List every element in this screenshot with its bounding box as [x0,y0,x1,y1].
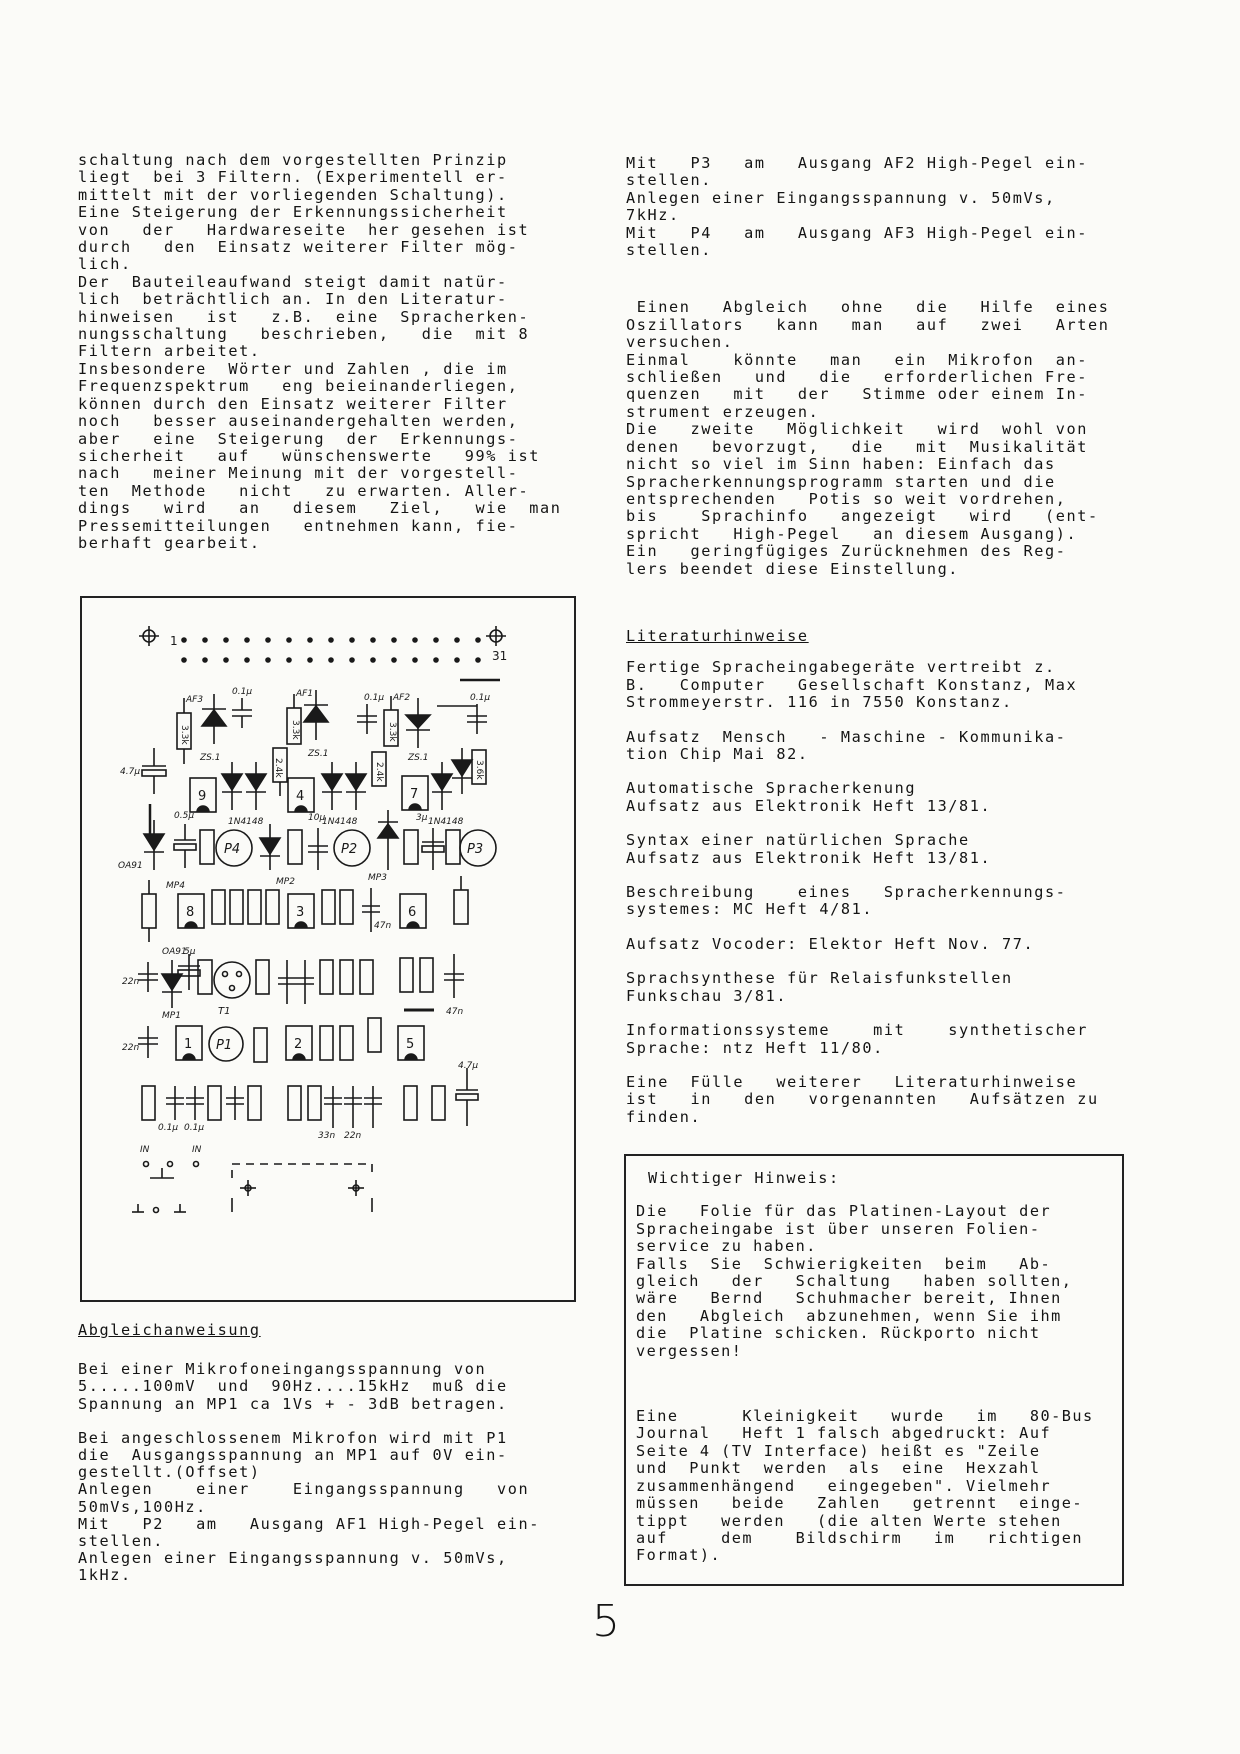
cap-label: 22n [122,1043,140,1053]
ic-number: 4 [296,789,305,804]
text-line: nicht so viel im Sinn haben: Einfach das [626,455,1056,474]
literature-references [626,628,1136,1143]
resistor-label: 3.3k [290,720,300,740]
resistor [288,1086,301,1120]
resistor [404,1086,417,1120]
connector-pin [202,657,208,663]
capacitor [138,962,158,992]
text-line: aber eine Steigerung der Erkennungs- [78,429,519,448]
text-line: Der Bauteileaufwand steigt damit natür- [78,272,508,291]
diode [322,762,342,810]
notice-paragraph: Eine Kleinigkeit wurde im 80-Bus Journal Heft 1 falsch abgedruckt: Auf Seite 4 (TV Interface) heißt es "Zeile und Punkt werden als eine Hexzahl zusammenhängend eingegeben". Vielmehr müssen beide Zahlen getrennt einge- tippt werden (die alten Werte stehen auf dem Bildschirm im richtigen Format). [636,1407,1094,1565]
text-line: berhaft gearbeit. [78,533,261,552]
text-line: spricht High-Pegel an diesem Ausgang). [626,524,1078,543]
cap-label: 0.1µ [232,687,253,697]
zener-label: ZS.1 [408,753,429,763]
pcb-drawing [82,598,574,1300]
text-line: nungsschaltung beschrieben, die mit 8 [78,325,530,344]
text-line: Frequenzspektrum eng beieinanderliegen, [78,377,519,396]
resistor [248,890,261,924]
resistor [368,1018,381,1052]
text-line: schließen und die erforderlichen Fre- [626,368,1088,387]
text-line: Ein geringfügiges Zurücknehmen des Reg- [626,542,1067,561]
reference-entry: Automatische Spracherkenung Aufsatz aus Elektronik Heft 13/81. [626,779,992,815]
paragraph: Bei einer Mikrofoneingangsspannung von 5.....100mV und 90Hz....15kHz muß die Spannung an MP1 ca 1Vs + - 3dB betragen. [78,1360,508,1413]
text-line: hinweisen ist z.B. eine Spracherken- [78,307,530,326]
input-label: IN [140,1145,150,1155]
resistor [142,1086,155,1120]
connector-pin [328,637,334,643]
connector-pin [391,657,397,663]
cap-label: 3µ [416,813,428,823]
text-line: denen bevorzugt, die mit Musikalität [626,437,1088,456]
resistor [446,830,460,864]
connector-pin [265,637,271,643]
resistor [288,830,302,864]
connector-pin [202,637,208,643]
connector-pin [475,657,481,663]
text-line: quenzen mit der Stimme oder einem In- [626,385,1088,404]
ic-number: 5 [406,1037,415,1052]
measure-point-label: MP4 [166,881,185,891]
cap-label: 0.1µ [184,1123,205,1133]
transistor-label: T1 [218,1006,231,1017]
measure-point-label: MP3 [368,873,387,883]
diode-label: 1N4148 [428,817,464,827]
ic-number: 3 [296,905,305,920]
text-line: stellen. [626,241,712,260]
electrolytic-capacitor [422,828,444,870]
text-line: bis Sprachinfo angezeigt wird (ent- [626,507,1099,526]
text-line: lich beträchtlich an. In den Literatur- [78,290,508,309]
text-line: dings wird an diesem Ziel, wie man [78,499,562,518]
text-line: versuchen. [626,333,734,352]
text-line: entsprechenden Potis so weit vordrehen, [626,489,1067,508]
alternative-calibration [626,299,1136,578]
text-line: Pressemitteilungen entnehmen kann, fie- [78,516,519,535]
text-line: Einmal könnte man ein Mikrofon an- [626,350,1088,369]
capacitor [467,704,487,734]
resistor [322,890,335,924]
text-line: Einen Abgleich ohne die Hilfe eines [626,298,1110,317]
text-line: durch den Einsatz weiterer Filter mög- [78,238,519,257]
connector-pin [265,657,271,663]
connector-pin [307,637,313,643]
paragraph: Bei angeschlossenem Mikrofon wird mit P1 die Ausgangsspannung an MP1 auf 0V ein- gestellt.(Offset) Anlegen einer Eingangsspannung von 50mVs,100Hz. Mit P2 am Ausgang AF1 High-Pegel ein- stellen. Anlegen einer Eingangsspannung v. 50mVs, 1kHz. [78,1428,540,1585]
section-heading: Literaturhinweise [626,627,809,645]
reference-entry: Informationssysteme mit synthetischer Sprache: ntz Heft 11/80. [626,1021,1088,1057]
germanium-diode [378,810,398,870]
text-line: stellen. [626,171,712,190]
capacitor [344,1086,362,1128]
pot-label: P4 [224,842,241,857]
notice-title: Wichtiger Hinweis: [648,1169,840,1187]
connector-pin [223,657,229,663]
text-line: Filtern arbeitet. [78,342,261,361]
ic-number: 7 [410,787,419,802]
resistor-label: 2.4k [374,762,384,782]
cap-label: 0.1µ [364,693,385,703]
resistor [400,958,413,992]
cap-label: 10µ [308,813,326,823]
connector-pin [181,657,187,663]
resistor [200,830,214,864]
cap-label: 47n [374,921,392,931]
resistor [230,890,243,924]
measure-point-label: MP1 [162,1011,181,1021]
connector-pin [475,637,481,643]
transistor [214,962,250,998]
connector-pin [349,637,355,643]
connector-pin [370,637,376,643]
zener-label: ZS.1 [200,753,221,763]
connector-pin [412,637,418,643]
capacitor [186,1086,204,1120]
reference-entry: Eine Fülle weiterer Literaturhinweise ist in den vorgenannten Aufsätzen zu finden. [626,1072,1099,1126]
text-line: mittelt mit der vorliegenden Schaltung). [78,185,508,204]
text-line: Insbesondere Wörter und Zahlen , die im [78,359,508,378]
text-line: liegt bei 3 Filtern. (Experimentell er- [78,168,508,187]
resistor [320,1026,333,1060]
resistor-label: 3.6k [474,760,484,780]
mounting-hole [486,626,506,646]
electrolytic-capacitor [456,1068,478,1126]
pot-label: P1 [216,1038,233,1053]
connector-pin [349,657,355,663]
cap-label: 4.7µ [458,1061,479,1071]
text-line: noch besser auseinandergehalten werden, [78,412,519,431]
resistor-label: 3.3k [387,722,397,742]
cap-label: 0.1µ [158,1123,179,1133]
connector-pin [433,637,439,643]
connector-pin [286,657,292,663]
capacitor [357,704,377,734]
diode [346,762,366,810]
ic-number: 2 [294,1037,303,1052]
resistor [454,876,468,924]
capacitor [166,1086,184,1120]
reference-entry: Fertige Spracheingabegeräte vertreibt z. B. Computer Gesellschaft Konstanz, Max Strommeyerstr. 116 in 7550 Konstanz. [626,658,1078,712]
text-line: von der Hardwareseite her gesehen ist [78,220,530,239]
resistor [340,890,353,924]
text-line: Mit P4 am Ausgang AF3 High-Pegel ein- [626,223,1088,242]
cap-label: 4.7µ [120,767,141,777]
text-line: Die zweite Möglichkeit wird wohl von [626,420,1088,439]
germanium-diode [144,820,164,870]
text-line: ten Methode nicht zu erwarten. Aller- [78,481,530,500]
ic-number: 8 [186,905,195,920]
text-line: 7kHz. [626,206,680,225]
reference-entry: Syntax einer natürlichen Sprache Aufsatz aus Elektronik Heft 13/81. [626,831,992,867]
germanium-diode [260,824,280,870]
germanium-label: OA91 [162,947,187,957]
electrolytic-capacitor [142,748,166,794]
diode [246,762,266,810]
important-notice-box [624,1154,1124,1586]
germanium-diode [162,960,182,1008]
cap-label: 5µ [184,947,196,957]
mounting-hole [240,1180,256,1196]
reference-entry: Sprachsynthese für Relaisfunkstellen Funkschau 3/81. [626,969,1013,1005]
diode [432,762,452,810]
cap-label: 33n [318,1131,336,1141]
capacitor [308,828,328,870]
resistor [340,1026,353,1060]
capacitor [324,1086,342,1128]
cap-label: 0.1µ [470,693,491,703]
connector-pin [412,657,418,663]
resistor [212,890,225,924]
resistor [360,960,373,994]
connector-pin [244,657,250,663]
ic-number: 1 [184,1037,193,1052]
resistor [432,1086,445,1120]
zener-diode [406,698,430,748]
resistor [320,960,333,994]
ic-number: 9 [198,789,207,804]
text-line: können durch den Einsatz weiterer Filter [78,394,508,413]
capacitor [364,1086,382,1128]
pin-label-first: 1 [170,634,178,648]
text-line: schaltung nach dem vorgestellten Prinzip [78,151,508,169]
output-label: AF2 [393,693,411,703]
diode-label: 1N4148 [228,817,264,827]
text-line: strument erzeugen. [626,402,820,421]
resistor [266,890,279,924]
diode [452,748,472,794]
mounting-hole [139,626,159,646]
resistor [142,880,156,942]
resistor [420,958,433,992]
electrolytic-capacitor [174,824,196,868]
resistor [404,830,418,864]
connector-pin [244,637,250,643]
connector-pin [370,657,376,663]
output-label: AF1 [296,689,314,699]
text-line: Mit P3 am Ausgang AF2 High-Pegel ein- [626,154,1088,172]
electrolytic-capacitor [178,954,200,990]
connector-pin [328,657,334,663]
zener-diode [202,694,226,744]
connector-pin [286,637,292,643]
pcb-layout-figure [80,596,576,1302]
resistor [208,1086,221,1120]
resistor-label: 3.3k [179,725,189,745]
capacitor [278,960,296,1004]
reference-entry: Beschreibung eines Spracherkennungs- systemes: MC Heft 4/81. [626,883,1067,919]
zener-label: ZS.1 [308,749,329,759]
connector-pin [433,657,439,663]
resistor [198,960,212,994]
text-line: lich. [78,255,132,274]
pin-label-last: 31 [492,649,508,663]
connector-pin [223,637,229,643]
pot-label: P2 [341,842,358,857]
input-label: IN [192,1145,202,1155]
capacitor [226,1086,244,1120]
resistor [308,1086,321,1120]
calibration-instructions [78,1322,588,1585]
capacitor [232,698,252,728]
text-line: Anlegen einer Eingangsspannung v. 50mVs, [626,188,1056,207]
connector-pin [307,657,313,663]
cap-label: 47n [446,1007,464,1017]
cap-label: 22n [344,1131,362,1141]
left-text-column [78,152,588,552]
capacitor [296,960,314,1004]
resistor [254,1028,267,1062]
reference-entry: Aufsatz Mensch - Maschine - Kommunika- tion Chip Mai 82. [626,727,1067,764]
text-line: Oszillators kann man auf zwei Arten [626,315,1110,334]
connector-pin-row [181,637,481,663]
text-line: lers beendet diese Einstellung. [626,559,960,578]
text-line: nach meiner Meinung mit der vorgestell- [78,464,519,483]
section-heading: Abgleichanweisung [78,1321,261,1339]
resistor [340,960,353,994]
text-line: sicherheit auf wünschenswerte 99% ist [78,446,540,465]
pot-label: P3 [467,842,484,857]
connector-pin [454,657,460,663]
notice-paragraph: Die Folie für das Platinen-Layout der Spracheingabe ist über unseren Folien- service zu haben. Falls Sie Schwierigkeiten beim Ab- gleich der Schaltung haben sollten, wäre Bernd Schuhmacher bereit, Ihnen den Abgleich abzunehmen, wenn Sie ihm die Platine schicken. Rückporto nicht vergessen! [636,1202,1073,1360]
cap-label: 22n [122,977,140,987]
resistor [248,1086,261,1120]
diode-label: 1N4148 [322,817,358,827]
mounting-hole [348,1180,364,1196]
resistor [256,960,269,994]
ic-number: 6 [408,905,417,920]
cap-label: 0.5µ [174,811,195,821]
reference-entry: Aufsatz Vocoder: Elektor Heft Nov. 77. [626,934,1035,953]
text-line: Eine Steigerung der Erkennungssicherheit [78,203,508,222]
capacitor [138,1026,158,1058]
calibration-continued [626,155,1136,259]
connector-pin [454,637,460,643]
output-label: AF3 [186,695,204,705]
diode [222,762,242,810]
connector-pin [181,637,187,643]
capacitor [444,954,464,998]
resistor-label: 2.4k [273,758,283,778]
measure-point-label: MP2 [276,877,295,887]
connector-pin [391,637,397,643]
right-text-column [626,155,1136,578]
page-number: 5 [592,1596,620,1647]
germanium-label: OA91 [118,861,143,871]
text-line: Spracherkennungsprogramm starten und die [626,472,1056,491]
